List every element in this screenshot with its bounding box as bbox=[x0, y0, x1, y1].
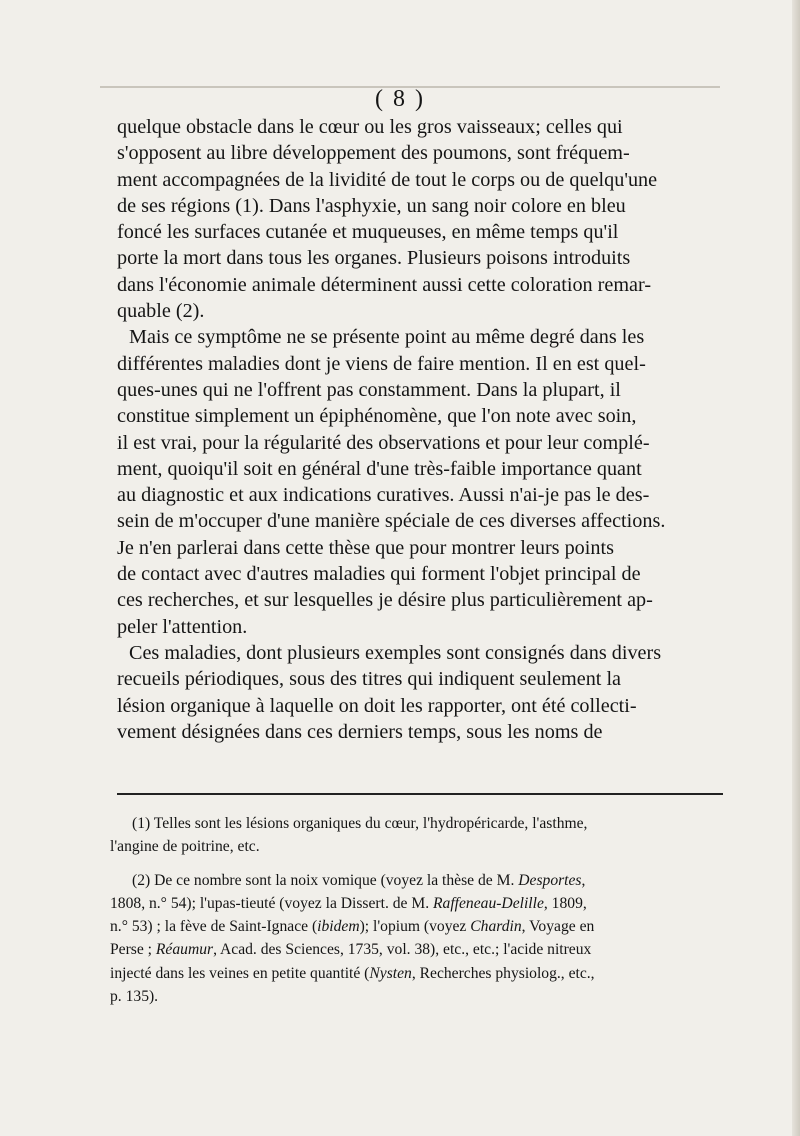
text-line-paragraph-start: Ces maladies, dont plusieurs exemples sont consignés dans divers bbox=[129, 641, 662, 664]
text-line: recueils périodiques, sous des titres qui indiquent seulement la bbox=[117, 668, 622, 691]
text-line: s'opposent au libre développement des poumons, sont fréquem- bbox=[117, 142, 630, 165]
footnote-gap bbox=[110, 859, 724, 869]
text-line: Je n'en parlerai dans cette thèse que pour montrer leurs points bbox=[117, 536, 614, 559]
text-line: ques-unes qui ne l'offrent pas constamment. Dans la plupart, il bbox=[117, 378, 621, 401]
text-line-paragraph-start: Mais ce symptôme ne se présente point au même degré dans les bbox=[129, 326, 645, 349]
text-line: porte la mort dans tous les organes. Plusieurs poisons introduits bbox=[117, 247, 631, 270]
text-line: sein de m'occuper d'une manière spéciale de ces diverses affections. bbox=[117, 510, 666, 533]
footnote-separator bbox=[117, 793, 723, 795]
footnote-2-line: p. 135). bbox=[110, 988, 159, 1006]
footnote-2-text: , Recherches physiolog., etc., bbox=[411, 964, 595, 982]
text-line: ment, quoiqu'il soit en général d'une très-faible importance quant bbox=[117, 457, 642, 480]
footnote-2-text: , Voyage en bbox=[521, 918, 595, 936]
text-line: quable (2). bbox=[117, 300, 205, 323]
text-line: quelque obstacle dans le cœur ou les gros vaisseaux; celles qui bbox=[117, 116, 623, 138]
text-line: foncé les surfaces cutanée et muqueuses, en même temps qu'il bbox=[117, 221, 619, 244]
reference-ibidem: ibidem bbox=[317, 918, 360, 936]
footnote-2-text: Perse ; bbox=[110, 941, 156, 959]
footnote-2-line bbox=[110, 962, 724, 985]
text-line: ces recherches, et sur lesquelles je désire plus particulièrement ap- bbox=[117, 589, 653, 612]
footnotes bbox=[110, 812, 724, 1008]
footnote-2-line bbox=[110, 938, 724, 961]
footnote-1-line: l'angine de poitrine, etc. bbox=[110, 838, 260, 856]
text-line: différentes maladies dont je viens de faire mention. Il en est quel- bbox=[117, 352, 646, 375]
author-name: Réaumur bbox=[155, 941, 214, 959]
text-line: il est vrai, pour la régularité des observations et pour leur complé- bbox=[117, 431, 650, 454]
page-number: ( 8 ) bbox=[375, 86, 425, 112]
footnote-2-text: injecté dans les veines en petite quantité ( bbox=[110, 964, 370, 982]
text-line: de contact avec d'autres maladies qui forment l'objet principal de bbox=[117, 563, 641, 586]
footnote-2-line bbox=[110, 892, 724, 915]
footnote-2-text: , 1809, bbox=[543, 894, 587, 912]
text-line: constitue simplement un épiphénomène, que l'on note avec soin, bbox=[117, 405, 637, 428]
footnote-2-line bbox=[110, 915, 724, 938]
footnote-2-text: n.° 53) ; la fève de Saint-Ignace ( bbox=[110, 918, 318, 936]
text-line: ment accompagnées de la lividité de tout le corps ou de quelqu'une bbox=[117, 168, 658, 191]
text-line: dans l'économie animale déterminent aussi cette coloration remar- bbox=[117, 273, 652, 296]
footnote-2-text: , Acad. des Sciences, 1735, vol. 38), etc., etc.; l'acide nitreux bbox=[213, 941, 592, 959]
author-name: Chardin bbox=[470, 918, 522, 936]
footnote-2-text: ); l'opium (voyez bbox=[359, 918, 471, 936]
author-name: Nysten bbox=[369, 964, 412, 982]
main-text-body bbox=[117, 114, 723, 745]
text-line: au diagnostic et aux indications curatives. Aussi n'ai-je pas le des- bbox=[117, 484, 650, 507]
text-line: vement désignées dans ces derniers temps, sous les noms de bbox=[117, 720, 603, 743]
text-line: lésion organique à laquelle on doit les rapporter, ont été collecti- bbox=[117, 694, 637, 717]
footnote-2-text: 1808, n.° 54); l'upas-tieuté (voyez la Dissert. de M. bbox=[110, 894, 434, 912]
author-name: Raffeneau-Delille bbox=[433, 894, 544, 912]
author-name: Desportes bbox=[518, 871, 582, 889]
footnote-2-text: , bbox=[581, 871, 586, 889]
text-line: peler l'attention. bbox=[117, 615, 248, 638]
footnote-2-text: (2) De ce nombre sont la noix vomique (voyez la thèse de M. bbox=[132, 871, 519, 889]
footnote-1-line: (1) Telles sont les lésions organiques du cœur, l'hydropéricarde, l'asthme, bbox=[132, 815, 588, 832]
text-line: de ses régions (1). Dans l'asphyxie, un sang noir colore en bleu bbox=[117, 194, 626, 217]
page-edge-shadow bbox=[792, 0, 800, 1136]
footnote-2-line bbox=[110, 869, 724, 892]
